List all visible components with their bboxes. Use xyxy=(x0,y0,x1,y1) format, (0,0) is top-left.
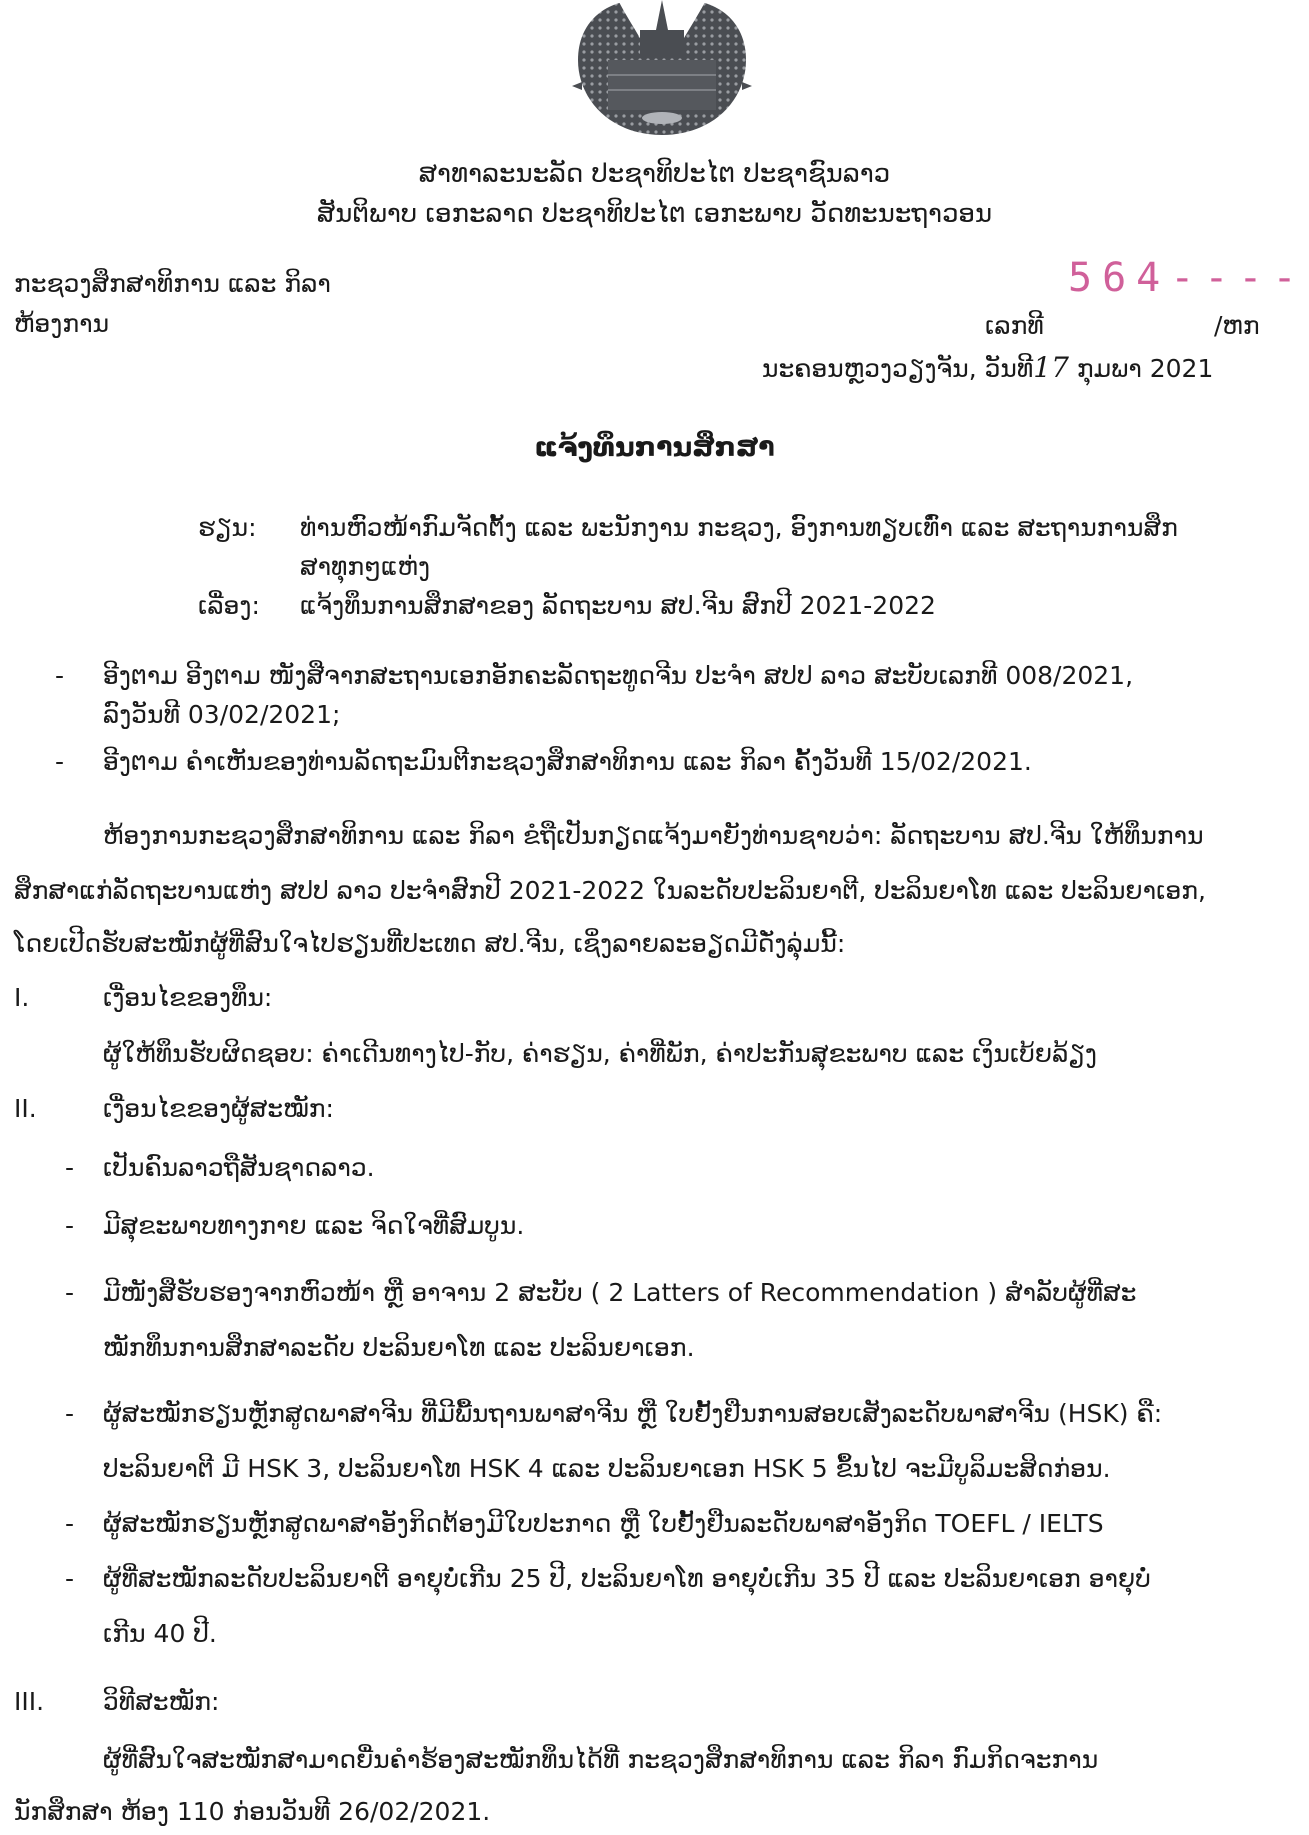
requirement-hsk-line2: ປະລິນຍາຕີ ມີ HSK 3, ປະລິນຍາໂທ HSK 4 ແລະ ປະລິນຍາເອກ HSK 5 ຂຶ້ນໄປ ຈະມີບູລິມະສິດກ່ອນ. xyxy=(103,1454,1111,1483)
document-title: ແຈ້ງທຶນການສຶກສາ xyxy=(534,432,775,463)
section-3-text-line1: ຜູ້ທີ່ສົນໃຈສະໝັກສາມາດຍື່ນຄໍາຮ້ອງສະໝັກທຶນໄດ້ທີ່ ກະຊວງສຶກສາທິການ ແລະ ກິລາ ກົມກິດຈະການ xyxy=(103,1745,1099,1774)
reference-number-suffix: /ຫກ xyxy=(1214,311,1260,340)
reference-bullet-marker: - xyxy=(55,747,65,776)
to-recipients-line1: ທ່ານຫົວໜ້າກົມຈັດຕັ້ງ ແລະ ພະນັກງານ ກະຊວງ, ອົງການທຽບເທົ່າ ແລະ ສະຖານການສຶກ xyxy=(300,513,1178,542)
bullet-marker: - xyxy=(65,1399,75,1428)
place-date-suffix: ກຸມພາ 2021 xyxy=(1076,354,1214,383)
place-date-prefix: ນະຄອນຫຼວງວຽງຈັນ, ວັນທີ xyxy=(762,354,1034,383)
to-label: ຮຽນ: xyxy=(198,513,257,542)
section-2-title: ເງື່ອນໄຂຂອງຜູ້ສະໝັກ: xyxy=(103,1094,334,1123)
reference-number-label: ເລກທີ xyxy=(985,311,1044,340)
requirement-english: ຜູ້ສະໝັກຮຽນຫຼັກສູດພາສາອັງກິດຕ້ອງມີໃບປະກາດ ຫຼື ໃບຢັ້ງຢືນລະດັບພາສາອັງກິດ TOEFL / IELTS xyxy=(103,1509,1104,1538)
bullet-marker: - xyxy=(65,1509,75,1538)
section-1-title: ເງື່ອນໄຂຂອງທຶນ: xyxy=(103,983,273,1012)
section-1-text: ຜູ້ໃຫ້ທຶນຮັບຜິດຊອບ: ຄ່າເດີນທາງໄປ-ກັບ, ຄ່າຮຽນ, ຄ່າທີ່ພັກ, ຄ່າປະກັນສຸຂະພາບ ແລະ ເງິນເບ້ຍລ້ຽງ xyxy=(103,1039,1097,1068)
subject-text: ແຈ້ງທຶນການສຶກສາຂອງ ລັດຖະບານ ສປ.ຈີນ ສົກປີ 2021-2022 xyxy=(300,591,936,620)
section-3-title: ວິທີສະໝັກ: xyxy=(103,1687,220,1716)
requirement-recommendation-line1: ມີໜັງສືຮັບຮອງຈາກຫົວໜ້າ ຫຼື ອາຈານ 2 ສະບັບ ( 2 Latters of Recommendation ) ສໍາລັບຜູ້ທີ່ສະ xyxy=(103,1278,1137,1307)
handwritten-day: 17 xyxy=(1033,351,1069,384)
reference-item-2: ອີງຕາມ ຄໍາເຫັນຂອງທ່ານລັດຖະມົນຕີກະຊວງສຶກສາທິການ ແລະ ກິລາ ຄັ້ງວັນທີ 15/02/2021. xyxy=(103,747,1032,776)
reference-bullet-marker: - xyxy=(55,661,65,690)
requirement-hsk-line1: ຜູ້ສະໝັກຮຽນຫຼັກສູດພາສາຈີນ ທີ່ມີພື້ນຖານພາສາຈີນ ຫຼື ໃບຢັ້ງຢືນການສອບເສັງລະດັບພາສາຈີນ (HSK) ຄື: xyxy=(103,1399,1163,1428)
office-name: ຫ້ອງການ xyxy=(14,309,110,338)
requirement-health: ມີສຸຂະພາບທາງກາຍ ແລະ ຈິດໃຈທີ່ສົມບູນ. xyxy=(103,1211,525,1240)
requirement-age-line1: ຜູ້ທີ່ສະໝັກລະດັບປະລິນຍາຕີ ອາຍຸບໍ່ເກີນ 25 ປີ, ປະລິນຍາໂທ ອາຍຸບໍ່ເກີນ 35 ປີ ແລະ ປະລິນຍາເອກ ອາຍຸບໍ່ xyxy=(103,1564,1151,1593)
reference-item-1-line1: ອີງຕາມ ອີງຕາມ ໜັງສືຈາກສະຖານເອກອັກຄະລັດຖະທູດຈີນ ປະຈໍາ ສປປ ລາວ ສະບັບເລກທີ 008/2021, xyxy=(103,661,1134,690)
bullet-marker: - xyxy=(65,1153,75,1182)
intro-paragraph-line3: ໂດຍເປີດຮັບສະໝັກຜູ້ທີ່ສົນໃຈໄປຮຽນທີ່ປະເທດ ສປ.ຈີນ, ເຊິ່ງລາຍລະອຽດມີດັ່ງລຸ່ມນີ້: xyxy=(14,929,846,958)
intro-paragraph-line1: ຫ້ອງການກະຊວງສຶກສາທິການ ແລະ ກິລາ ຂໍຖືເປັນກຽດແຈ້ງມາຍັງທ່ານຊາບວ່າ: ລັດຖະບານ ສປ.ຈີນ ໃຫ້ທຶນການ xyxy=(103,821,1204,850)
bullet-marker: - xyxy=(65,1211,75,1240)
requirement-nationality: ເປັນຄົນລາວຖືສັນຊາດລາວ. xyxy=(103,1153,375,1182)
subject-label: ເລື່ອງ: xyxy=(198,591,260,620)
ministry-name: ກະຊວງສຶກສາທິການ ແລະ ກິລາ xyxy=(14,269,331,298)
section-3-text-line2: ນັກສຶກສາ ຫ້ອງ 110 ກ່ອນວັນທີ 26/02/2021. xyxy=(14,1797,491,1826)
national-header-motto: ສັນຕິພາບ ເອກະລາດ ປະຊາທິປະໄຕ ເອກະພາບ ວັດທະນະຖາວອນ xyxy=(316,199,993,229)
section-3-numeral: III. xyxy=(14,1687,45,1716)
section-1-numeral: I. xyxy=(14,983,30,1012)
lao-national-emblem-icon xyxy=(548,0,776,135)
place-and-date xyxy=(762,352,1213,385)
reference-stamp-number: 564---- xyxy=(1068,255,1307,301)
requirement-recommendation-line2: ໝັກທຶນການສຶກສາລະດັບ ປະລິນຍາໂທ ແລະ ປະລິນຍາເອກ. xyxy=(103,1333,695,1362)
requirement-age-line2: ເກີນ 40 ປີ. xyxy=(103,1619,217,1648)
national-header-line1: ສາທາລະນະລັດ ປະຊາທິປະໄຕ ປະຊາຊົນລາວ xyxy=(418,159,891,189)
intro-paragraph-line2: ສຶກສາແກ່ລັດຖະບານແຫ່ງ ສປປ ລາວ ປະຈໍາສົກປີ 2021-2022 ໃນລະດັບປະລິນຍາຕີ, ປະລິນຍາໂທ ແລະ ປະລິນຍາເອກ, xyxy=(14,876,1206,905)
bullet-marker: - xyxy=(65,1564,75,1593)
reference-item-1-line2: ລົງວັນທີ 03/02/2021; xyxy=(103,700,341,729)
to-recipients-line2: ສາທຸກໆແຫ່ງ xyxy=(300,552,431,581)
bullet-marker: - xyxy=(65,1278,75,1307)
section-2-numeral: II. xyxy=(14,1094,37,1123)
